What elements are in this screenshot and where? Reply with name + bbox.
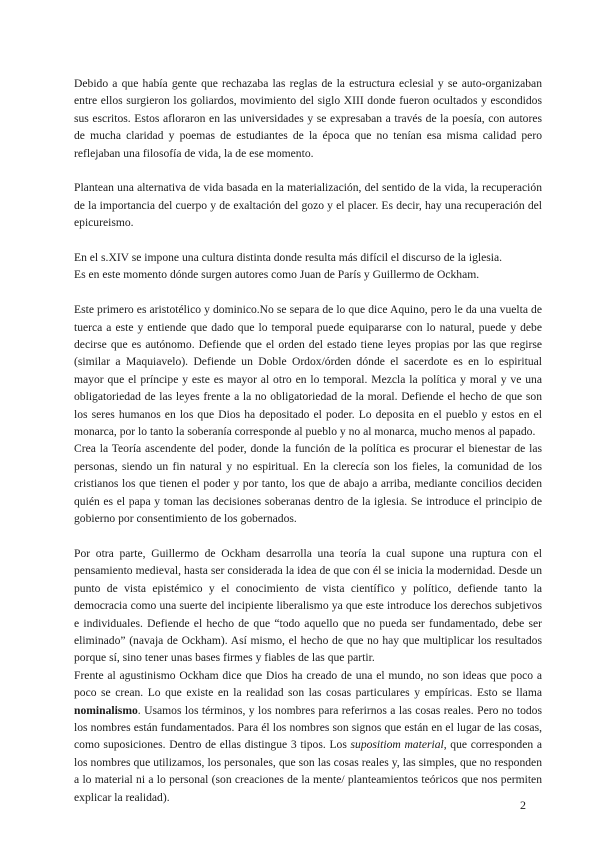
spacer bbox=[74, 528, 542, 545]
nominalismo-text-a: Frente al agustinismo Ockham dice que Dios ha creado de una el mundo, no son ideas que poco a poco se crean. Lo que existe en la realidad son las cosas particulares y empíricas. Esto se llama bbox=[74, 668, 542, 700]
paragraph-juan-de-paris: Este primero es aristotélico y dominico.No se separa de lo que dice Aquino, pero le da una vuelta de tuerca a este y entiende que dado que lo temporal puede equipararse con lo natural, puede y debe decirse que es autónomo. Defiende que el orden del estado tiene leyes propias por las que regirse (similar a Maquiavelo). Defiende un Doble Ordox/órden dónde el sacerdote es en lo espiritual mayor que el príncipe y este es mayor al otro en lo temporal. Mezcla la política y moral y ve una obligatoriedad de las leyes frente a la no obligatoriedad de la moral. Defiende el hecho de que son los seres humanos en los que Dios ha depositado el poder. Lo deposita en el pueblo y estos en el monarca, por lo tanto la soberanía corresponde al pueblo y no al monarca, mucho menos al papado. bbox=[74, 303, 542, 439]
spacer bbox=[74, 232, 542, 249]
nominalismo-text-e: , que corresponden a los nombres que utilizamos, los personales, que son las cosas reales y, las simples, que no responden a lo material ni a lo personal (son creaciones de la mente/ planteamientos teóricos que nos permiten explicar la realidad). bbox=[74, 738, 542, 804]
document-body bbox=[74, 75, 542, 806]
paragraph-goliardos: Debido a que había gente que rechazaba las reglas de la estructura eclesial y se auto-organizaban entre ellos surgieron los goliardos, movimiento del siglo XIII donde fueron ocultados y escondidos sus escritos. Estos afloraron en las universidades y se expresaban a través de la poesía, con autores de mucha claridad y poemas de estudiantes de la época que no tenían esa misma calidad pero reflejaban una filosofía de vida, la de ese momento. bbox=[74, 77, 542, 160]
spacer bbox=[74, 284, 542, 301]
nominalismo-text-c: . Usamos los términos, y los nombres para referirnos a las cosas reales. Pero no todos los nombres están fundamentados. Para él los nombres son signos que están en el lugar de las cosas, como suposiciones. Dentro de ellas distingue 3 tipos. Los bbox=[74, 703, 542, 752]
page-number: 2 bbox=[520, 798, 526, 812]
spacer bbox=[74, 162, 542, 179]
paragraph-epicureismo: Plantean una alternativa de vida basada en la materialización, del sentido de la vida, la recuperación de la importancia del cuerpo y de exaltación del gozo y el placer. Es decir, hay una recuperación del epicureismo. bbox=[74, 181, 542, 230]
paragraph-nominalismo bbox=[74, 667, 542, 806]
paragraph-autores: Es en este momento dónde surgen autores como Juan de París y Guillermo de Ockham. bbox=[74, 268, 480, 282]
paragraph-siglo-xiv: En el s.XIV se impone una cultura distinta donde resulta más difícil el discurso de la iglesia. bbox=[74, 251, 503, 265]
nominalismo-term: nominalismo bbox=[74, 703, 138, 717]
supositiom-term: supositiom material bbox=[350, 738, 444, 752]
paragraph-ockham: Por otra parte, Guillermo de Ockham desarrolla una teoría la cual supone una ruptura con el pensamiento medieval, hasta ser considerada la idea de que con él se inicia la modernidad. Desde un punto de vista epistémico y el conocimiento de vista científico y político, defiende tanto la democracia como una suerte del incipiente liberalismo ya que este introduce los derechos subjetivos e individuales. Defiende el hecho de que “todo aquello que no pueda ser fundamentado, debe ser eliminado” (navaja de Ockham). Así mismo, el hecho de que no hay que multiplicar los resultados porque sí, sino tener unas bases firmes y fiables de las que partir. bbox=[74, 546, 542, 665]
paragraph-teoria-ascendente: Crea la Teoría ascendente del poder, donde la función de la política es procurar el bienestar de las personas, siendo un fin natural y no espiritual. En la clerecía son los fieles, la comunidad de los cristianos los que tienen el poder y por tanto, los que de abajo a arriba, mediante concilios deciden quién es el papa y toman las decisiones soberanas dentro de la iglesia. Se introduce el principio de gobierno por consentimiento de los gobernados. bbox=[74, 442, 542, 526]
